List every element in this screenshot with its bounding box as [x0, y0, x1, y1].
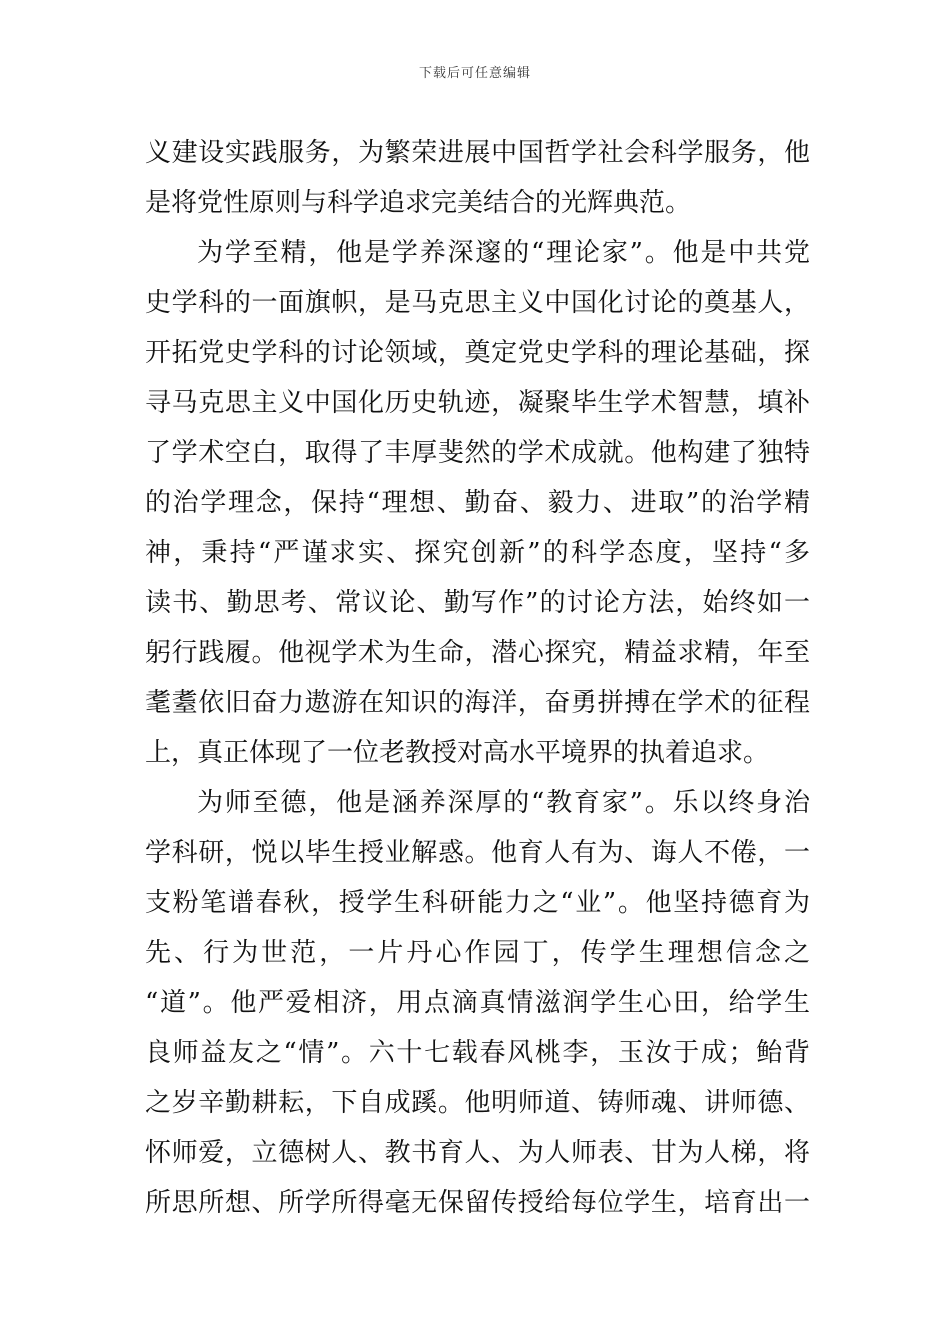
paragraph-first-line: 为师至德，他是涵养深厚的“教育家”。乐以终身治 [197, 788, 810, 818]
text-line: 神，秉持“严谨求实、探究创新”的科学态度，坚持“多 [145, 538, 810, 568]
text-line: 良师益友之“情”。六十七载春风桃李，玉汝于成；鲐背 [145, 1038, 810, 1068]
text-line: 上，真正体现了一位老教授对高水平境界的执着追求。 [145, 738, 770, 768]
text-line: 寻马克思主义中国化历史轨迹，凝聚毕生学术智慧，填补 [145, 388, 810, 418]
text-line: 史学科的一面旗帜，是马克思主义中国化讨论的奠基人， [145, 288, 810, 318]
text-line: 耄耋依旧奋力遨游在知识的海洋，奋勇拼搏在学术的征程 [145, 688, 810, 718]
text-line: “道”。他严爱相济，用点滴真情滋润学生心田，给学生 [145, 988, 810, 1018]
text-line: 先、行为世范，一片丹心作园丁，传学生理想信念之 [145, 938, 810, 968]
text-line: 躬行践履。他视学术为生命，潜心探究，精益求精，年至 [145, 638, 810, 668]
text-line: 的治学理念，保持“理想、勤奋、毅力、进取”的治学精 [145, 488, 810, 518]
text-line: 是将党性原则与科学追求完美结合的光辉典范。 [145, 188, 692, 218]
text-line: 开拓党史学科的讨论领域，奠定党史学科的理论基础，探 [145, 338, 810, 368]
text-line: 读书、勤思考、常议论、勤写作”的讨论方法，始终如一 [145, 588, 810, 618]
text-line: 所思所想、所学所得毫无保留传授给每位学生，培育出一 [145, 1188, 810, 1218]
document-body [145, 128, 810, 1228]
text-line: 了学术空白，取得了丰厚斐然的学术成就。他构建了独特 [145, 438, 810, 468]
text-line: 学科研，悦以毕生授业解惑。他育人有为、诲人不倦，一 [145, 838, 810, 868]
page-header: 下载后可任意编辑 [418, 66, 531, 81]
text-line: 义建设实践服务，为繁荣进展中国哲学社会科学服务，他 [145, 138, 810, 168]
paragraph-first-line: 为学至精，他是学养深邃的“理论家”。他是中共党 [197, 238, 810, 268]
text-line: 支粉笔谱春秋，授学生科研能力之“业”。他坚持德育为 [145, 888, 810, 918]
text-line: 之岁辛勤耕耘，下自成蹊。他明师道、铸师魂、讲师德、 [145, 1088, 810, 1118]
text-line: 怀师爱，立德树人、教书育人、为人师表、甘为人梯，将 [145, 1138, 810, 1168]
